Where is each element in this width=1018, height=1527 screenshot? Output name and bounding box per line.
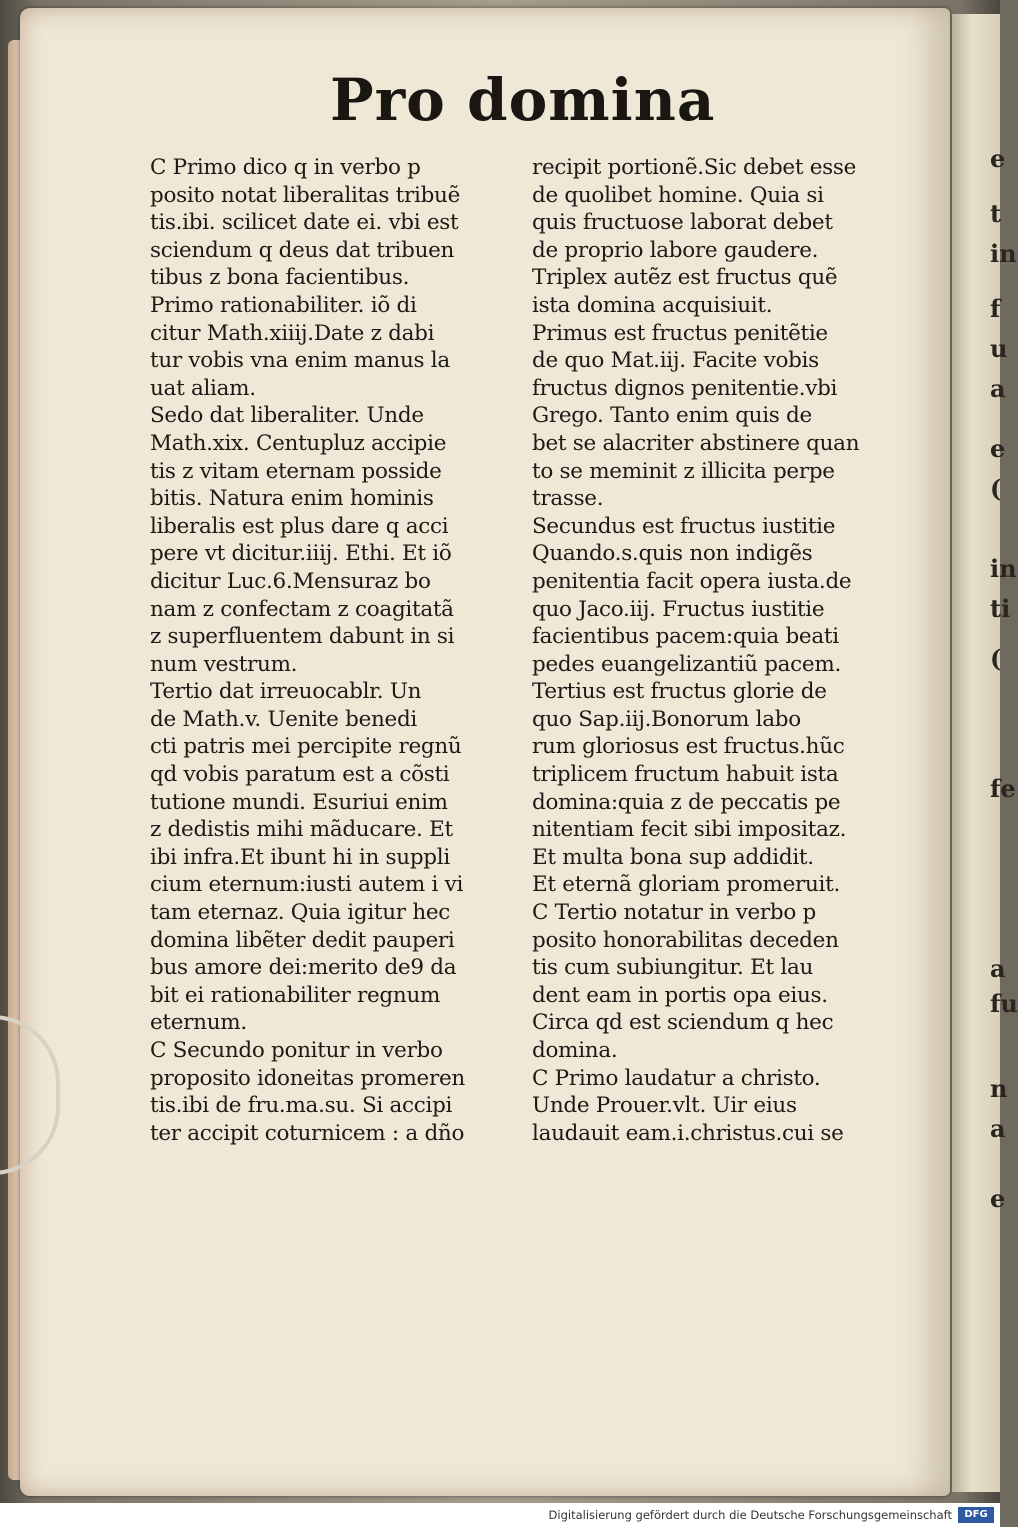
text-line: Primo rationabiliter. iõ di [150, 292, 417, 318]
next-page-letter: ti [990, 594, 1011, 623]
text-line: Triplex autẽz est fructus quẽ [532, 265, 838, 291]
next-page-letter: in [990, 239, 1017, 268]
text-line: dent eam in portis opa eius. [532, 982, 828, 1008]
text-line: domina. [532, 1038, 618, 1063]
next-page-letter: ( [990, 474, 1002, 503]
text-line: tutione mundi. Esuriui enim [150, 789, 448, 815]
text-line: z superfluentem dabunt in si [150, 624, 455, 650]
text-line: Primus est fructus penitẽtie [532, 320, 828, 346]
footer-bar [0, 1503, 1000, 1527]
text-line: dicitur Luc.6.Mensuraz bo [150, 568, 431, 594]
text-line: domina:quia z de peccatis pe [532, 789, 841, 815]
text-line: proposito idoneitas promeren [150, 1065, 465, 1091]
footer-credit: Digitalisierung gefördert durch die Deutsche Forschungsgemeinschaft [548, 1508, 952, 1522]
text-line: recipit portionẽ.Sic debet esse [532, 155, 857, 180]
text-line: cti patris mei percipite regnũ [150, 734, 462, 760]
text-line: tis.ibi de fru.ma.su. Si accipi [150, 1093, 453, 1119]
text-line: tam eternaz. Quia igitur hec [150, 900, 451, 926]
text-line: laudauit eam.i.christus.cui se [532, 1120, 844, 1146]
text-line: triplicem fructum habuit ista [532, 762, 839, 788]
text-line: ista domina acquisiuit. [532, 292, 773, 318]
text-line: C Tertio notatur in verbo p [532, 900, 817, 926]
text-line: Circa qd est sciendum q hec [532, 1010, 834, 1036]
text-line: sciendum q deus dat tribuen [150, 237, 455, 263]
text-line: Sedo dat liberaliter. Unde [150, 403, 424, 429]
text-line: de Math.v. Uenite benedi [150, 706, 417, 732]
next-page-letter: a [990, 1114, 1006, 1143]
text-line: citur Math.xiiij.Date z dabi [150, 320, 435, 346]
text-line: z dedistis mihi mãducare. Et [150, 817, 453, 843]
page-heading: Pro domina [330, 66, 716, 134]
next-page-letter: f [990, 294, 1001, 323]
text-line: liberalis est plus dare q acci [150, 513, 449, 539]
text-line: tur vobis vna enim manus la [150, 348, 450, 374]
next-page-letter: e [990, 1184, 1006, 1213]
next-page-letter: fu [990, 989, 1018, 1018]
left-text-column [150, 154, 522, 1147]
text-line: C Secundo ponitur in verbo [150, 1038, 443, 1063]
dfg-logo: DFG [958, 1507, 994, 1523]
text-line: domina libẽter dedit pauperi [150, 927, 455, 953]
text-line: qd vobis paratum est a cõsti [150, 762, 450, 788]
next-page-letter: u [990, 334, 1008, 363]
text-line: C Primo dico q in verbo p [150, 155, 421, 180]
next-page-letter: e [990, 144, 1006, 173]
text-line: Tertio dat irreuocablr. Un [150, 679, 422, 705]
text-line: C Primo laudatur a christo. [532, 1065, 821, 1091]
text-line: Unde Prouer.vlt. Uir eius [532, 1093, 797, 1119]
text-line: Et eternã gloriam promeruit. [532, 872, 840, 898]
right-text-column [532, 154, 894, 1147]
next-page-letter: a [990, 374, 1006, 403]
text-line: tis z vitam eternam posside [150, 458, 442, 484]
text-line: de quo Mat.iij. Facite vobis [532, 348, 819, 374]
text-line: nitentiam fecit sibi impositaz. [532, 817, 847, 843]
text-line: de quolibet homine. Quia si [532, 182, 824, 208]
text-line: num vestrum. [150, 651, 298, 677]
text-line: trasse. [532, 486, 604, 512]
next-page-letter: ( [990, 644, 1002, 673]
next-page-letter: fe [990, 774, 1016, 803]
text-line: bit ei rationabiliter regnum [150, 982, 441, 1008]
text-line: to se meminit z illicita perpe [532, 458, 835, 484]
text-line: ter accipit coturnicem : a dño [150, 1120, 465, 1146]
next-page-letter: e [990, 434, 1006, 463]
text-line: tis cum subiungitur. Et lau [532, 955, 814, 981]
text-line: posito notat liberalitas tribuẽ [150, 182, 460, 208]
text-line: nam z confectam z coagitatã [150, 596, 454, 622]
text-line: Grego. Tanto enim quis de [532, 403, 812, 429]
text-line: rum gloriosus est fructus.hũc [532, 734, 845, 760]
text-line: posito honorabilitas deceden [532, 927, 839, 953]
text-line: quo Jaco.iij. Fructus iustitie [532, 596, 825, 622]
next-page-letter: in [990, 554, 1017, 583]
next-page-letter: a [990, 954, 1006, 983]
text-line: Secundus est fructus iustitie [532, 513, 836, 539]
text-line: quo Sap.iij.Bonorum labo [532, 706, 801, 732]
text-line: eternum. [150, 1010, 247, 1036]
text-line: penitentia facit opera iusta.de [532, 568, 852, 594]
text-line: quis fructuose laborat debet [532, 210, 833, 236]
text-line: de proprio labore gaudere. [532, 237, 819, 263]
text-line: cium eternum:iusti autem i vi [150, 872, 464, 898]
text-line: bus amore dei:merito de9 da [150, 955, 457, 981]
next-page-letter: n [990, 1074, 1008, 1103]
text-line: tibus z bona facientibus. [150, 265, 410, 291]
text-line: facientibus pacem:quia beati [532, 624, 839, 650]
text-line: tis.ibi. scilicet date ei. vbi est [150, 210, 459, 236]
text-line: uat aliam. [150, 375, 256, 401]
text-line: Et multa bona sup addidit. [532, 844, 814, 870]
text-line: ibi infra.Et ibunt hi in suppli [150, 844, 450, 870]
text-line: Tertius est fructus glorie de [532, 679, 827, 705]
text-line: Quando.s.quis non indigẽs [532, 541, 813, 567]
text-line: bet se alacriter abstinere quan [532, 430, 860, 456]
text-line: Math.xix. Centupluz accipie [150, 430, 447, 456]
next-page-letter: t [990, 199, 1002, 228]
text-line: fructus dignos penitentie.vbi [532, 375, 838, 401]
next-page-edge [952, 14, 1018, 1492]
text-line: pedes euangelizantiũ pacem. [532, 651, 841, 677]
text-line: pere vt dicitur.iiij. Ethi. Et iõ [150, 541, 452, 567]
text-line: bitis. Natura enim hominis [150, 486, 434, 512]
